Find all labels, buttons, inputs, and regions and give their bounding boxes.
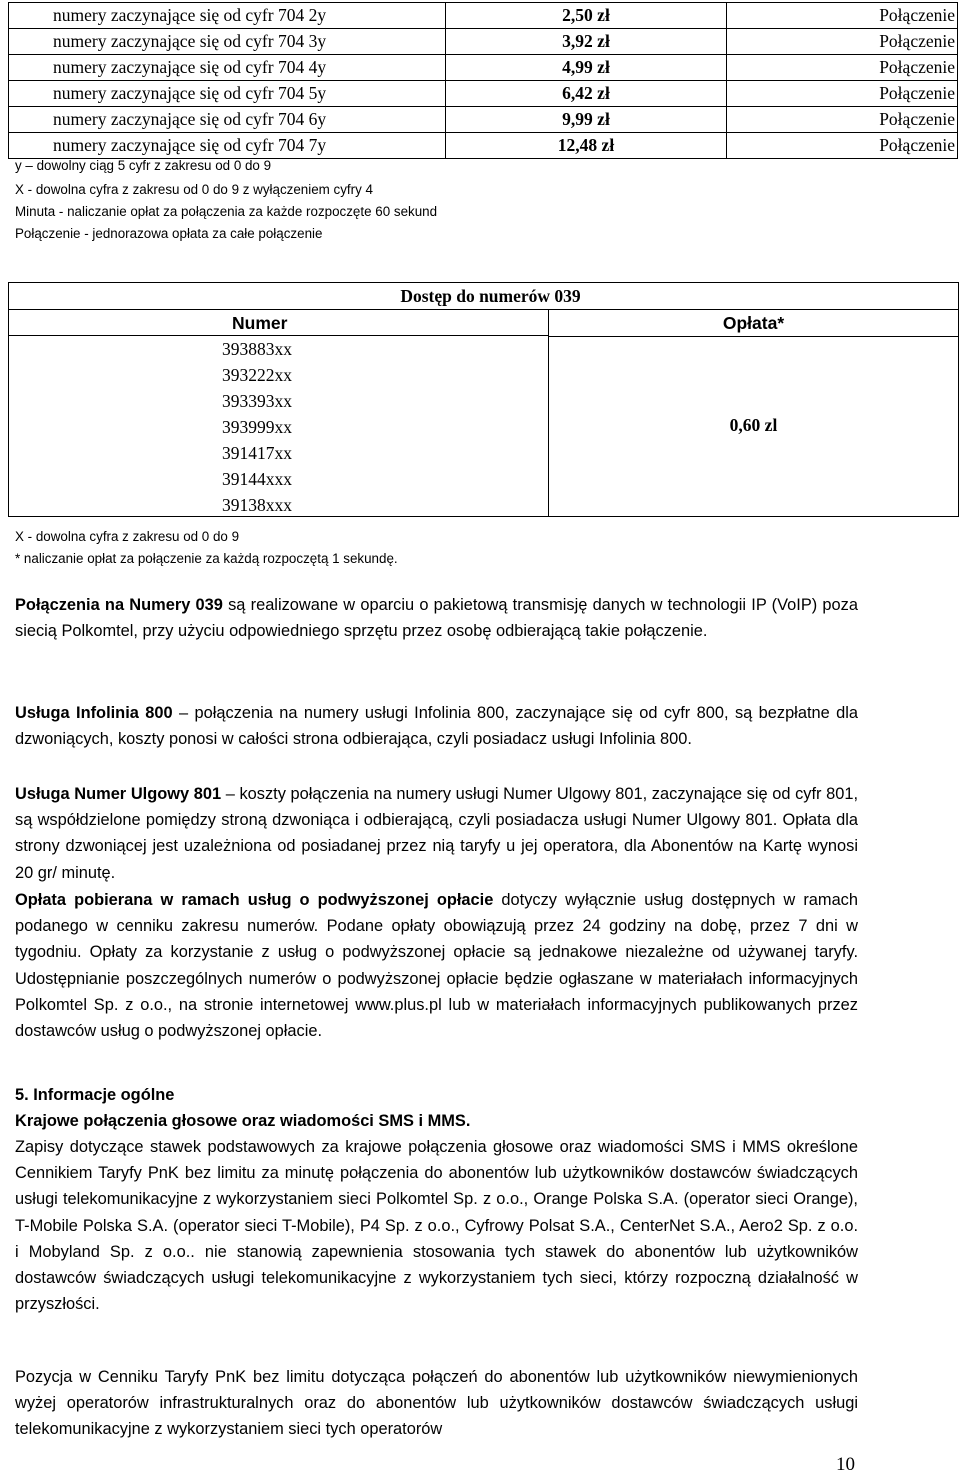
legend-y: y – dowolny ciąg 5 cyfr z zakresu od 0 do 9 bbox=[15, 158, 272, 173]
row-description: numery zaczynające się od cyfr 704 3y bbox=[9, 29, 446, 55]
number-column bbox=[9, 309, 549, 516]
paragraph-801-bold: Usługa Numer Ulgowy 801 bbox=[15, 785, 222, 803]
number-item: 39144xxx bbox=[222, 469, 292, 489]
row-price: 4,99 zł bbox=[446, 55, 727, 81]
section-paragraph-2: Pozycja w Cenniku Taryfy PnK bez limitu dotycząca połączeń do abonentów lub użytkowników niewymienionych wyżej operatorów infrastrukturalnych oraz do abonentów lub użytkowników dostawców świadczących usługi telekomunikacyjne z wykorzystaniem sieci tych operatorów bbox=[15, 1368, 858, 1439]
row-description: numery zaczynające się od cyfr 704 6y bbox=[9, 107, 446, 133]
number-item: 393883xx bbox=[222, 339, 292, 359]
number-header: Numer bbox=[9, 310, 548, 336]
table-row bbox=[9, 55, 958, 81]
table-row bbox=[9, 133, 958, 159]
number-item: 39138xxx bbox=[222, 495, 292, 515]
row-type: Połączenie bbox=[727, 3, 958, 29]
fee-value: 0,60 zl bbox=[729, 415, 778, 435]
legend2-note: * naliczanie opłat za połączenie za każdą rozpoczętą 1 sekundę. bbox=[15, 551, 398, 566]
table-row bbox=[9, 81, 958, 107]
legend-x: X - dowolna cyfra z zakresu od 0 do 9 z wyłączeniem cyfry 4 bbox=[15, 182, 373, 197]
legend-polaczenie: Połączenie - jednorazowa opłata za całe połączenie bbox=[15, 226, 323, 241]
row-type: Połączenie bbox=[727, 55, 958, 81]
row-type: Połączenie bbox=[727, 107, 958, 133]
paragraph-800-text: – połączenia na numery usługi Infolinia 800, zaczynające się od cyfr 800, są bezpłatne dla dzwoniących, koszty ponosi w całości strona odbierająca, czyli posiadacz usługi Infolinia 800. bbox=[15, 704, 858, 749]
section-heading bbox=[15, 1082, 858, 1108]
table-title: Dostęp do numerów 039 bbox=[400, 286, 581, 306]
table-row bbox=[9, 29, 958, 55]
row-description: numery zaczynające się od cyfr 704 7y bbox=[9, 133, 446, 159]
table-row bbox=[9, 3, 958, 29]
row-description: numery zaczynające się od cyfr 704 2y bbox=[9, 3, 446, 29]
number-item: 391417xx bbox=[222, 443, 292, 463]
section-heading-text: 5. Informacje ogólne bbox=[15, 1086, 175, 1104]
number-list bbox=[222, 336, 292, 518]
row-price: 9,99 zł bbox=[446, 107, 727, 133]
section-subheading-text: Krajowe połączenia głosowe oraz wiadomości SMS i MMS. bbox=[15, 1112, 471, 1130]
row-description: numery zaczynające się od cyfr 704 4y bbox=[9, 55, 446, 81]
paragraph-premium-text: dotyczy wyłącznie usług dostępnych w ramach podanego w cenniku zakresu numerów. Podane opłaty obowiązują przez 24 godziny na dobę, przez 7 dni w tygodniu. Opłaty za korzystanie z usług o podwyższonej opłacie są jednakowe niezależne od używanej taryfy. Udostępnianie poszczególnych numerów o podwyższonej opłacie będzie ogłaszane w materiałach informacyjnych Polkomtel Sp. z o.o., na stronie internetowej www.plus.pl lub w materiałach informacyjnych publikowanych przez dostawców usług o podwyższonej opłacie. bbox=[15, 891, 858, 1041]
paragraph-039-bold: Połączenia na Numery 039 bbox=[15, 596, 223, 614]
paragraph-039 bbox=[15, 592, 858, 644]
fee-column bbox=[549, 309, 958, 516]
row-price: 6,42 zł bbox=[446, 81, 727, 107]
row-description: numery zaczynające się od cyfr 704 5y bbox=[9, 81, 446, 107]
fee-header: Opłata* bbox=[549, 310, 958, 337]
number-item: 393999xx bbox=[222, 417, 292, 437]
table-row bbox=[9, 107, 958, 133]
number-item: 393222xx bbox=[222, 365, 292, 385]
paragraph-801 bbox=[15, 781, 858, 886]
row-type: Połączenie bbox=[727, 29, 958, 55]
legend2-x: X - dowolna cyfra z zakresu od 0 do 9 bbox=[15, 529, 240, 544]
paragraph-801-text: – koszty połączenia na numery usługi Numer Ulgowy 801, zaczynające się od cyfr 801, są współdzielone pomiędzy stroną dzwoniąca i odbierającą, czyli posiadacza usługi Numer Ulgowy 801. Opłata dla strony dzwoniącej jest uzależniona od posiadanej przez nią taryfy u jej operatora, dla Abonentów na Kartę wynosi 20 gr/ minutę. bbox=[15, 785, 859, 882]
paragraph-premium bbox=[15, 887, 858, 1044]
row-price: 2,50 zł bbox=[446, 3, 727, 29]
legend-minuta: Minuta - naliczanie opłat za połączenia za każde rozpoczęte 60 sekund bbox=[15, 204, 438, 219]
page-number: 10 bbox=[836, 1454, 855, 1475]
section-subheading bbox=[15, 1108, 858, 1134]
price-table bbox=[8, 2, 958, 159]
paragraph-premium-bold: Opłata pobierana w ramach usług o podwyższonej opłacie bbox=[15, 891, 494, 909]
row-type: Połączenie bbox=[727, 133, 958, 159]
paragraph-800-bold: Usługa Infolinia 800 bbox=[15, 704, 173, 722]
row-type: Połączenie bbox=[727, 81, 958, 107]
paragraph-039-text: są realizowane w oparciu o pakietową transmisję danych w technologii IP (VoIP) poza siecią Polkomtel, przy użyciu odpowiedniego sprzętu przez osobę odbierającą takie połączenie. bbox=[15, 596, 858, 641]
row-price: 12,48 zł bbox=[446, 133, 727, 159]
number-item: 393393xx bbox=[222, 391, 292, 411]
numbers-039-table bbox=[8, 282, 959, 517]
section-paragraph-1: Zapisy dotyczące stawek podstawowych za krajowe połączenia głosowe oraz wiadomości SMS i MMS określone Cennikiem Taryfy PnK bez limitu za minutę połączenia do abonentów lub użytkowników dostawców świadczących usługi telekomunikacyjne z wykorzystaniem sieci Polkomtel Sp. z o.o., Orange Polska S.A. (operator sieci Orange), T-Mobile Polska S.A. (operator sieci T-Mobile), P4 Sp. z o.o., Cyfrowy Polsat S.A., CenterNet S.A., Aero2 Sp. z o.o. i Mobyland Sp. z o.o.. nie stanowią zapewnienia stosowania tych stawek do abonentów lub użytkowników dostawców świadczących usługi telekomunikacyjne z wykorzystaniem tych sieci, którzy rozpoczną działalność w przyszłości. bbox=[15, 1138, 858, 1314]
paragraph-800 bbox=[15, 700, 858, 752]
row-price: 3,92 zł bbox=[446, 29, 727, 55]
